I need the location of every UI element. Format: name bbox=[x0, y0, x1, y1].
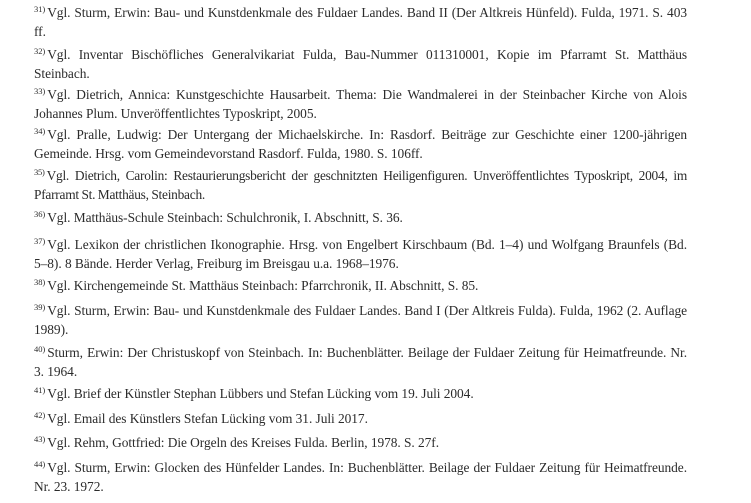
footnote-31 bbox=[34, 4, 687, 41]
footnote-number: 42) bbox=[34, 410, 46, 420]
footnote-number: 37) bbox=[34, 236, 46, 246]
footnote-41 bbox=[34, 385, 687, 404]
footnote-text: Vgl. Inventar Bischöfliches Generalvikariat Fulda, Bau-Nummer 011310001, Kopie im Pfarramt St. Matthäus Steinbach. bbox=[34, 47, 687, 81]
footnote-number: 38) bbox=[34, 277, 46, 287]
footnote-number: 34) bbox=[34, 126, 46, 136]
footnote-44 bbox=[34, 459, 687, 496]
footnote-text: Vgl. Sturm, Erwin: Bau- und Kunstdenkmale des Fuldaer Landes. Band I (Der Altkreis Fulda). Fulda, 1962 (2. Auflage 1989). bbox=[34, 303, 687, 337]
footnote-text: Vgl. Brief der Künstler Stephan Lübbers und Stefan Lücking vom 19. Juli 2004. bbox=[47, 386, 474, 401]
footnote-35 bbox=[34, 167, 687, 204]
footnote-37 bbox=[34, 236, 687, 273]
footnote-43 bbox=[34, 434, 687, 453]
footnote-34 bbox=[34, 126, 687, 163]
footnote-40 bbox=[34, 344, 687, 381]
footnote-32 bbox=[34, 46, 687, 83]
footnote-42 bbox=[34, 410, 687, 429]
footnote-text: Sturm, Erwin: Der Christuskopf von Steinbach. In: Buchenblätter. Beilage der Fuldaer Zeitung für Heimatfreunde. Nr. 3. 1964. bbox=[34, 345, 687, 379]
footnote-text: Vgl. Matthäus-Schule Steinbach: Schulchronik, I. Abschnitt, S. 36. bbox=[47, 210, 403, 225]
footnote-text: Vgl. Pralle, Ludwig: Der Untergang der Michaelskirche. In: Rasdorf. Beiträge zur Geschichte einer 1200-jährigen Gemeinde. Hrsg. vom Gemeindevorstand Rasdorf. Fulda, 1980. S. 106ff. bbox=[34, 127, 687, 161]
footnote-text: Vgl. Sturm, Erwin: Glocken des Hünfelder Landes. In: Buchenblätter. Beilage der Fuldaer Zeitung für Heimatfreunde. Nr. 23. 1972. bbox=[34, 460, 687, 494]
footnote-38 bbox=[34, 277, 687, 296]
footnote-text: Vgl. Sturm, Erwin: Bau- und Kunstdenkmale des Fuldaer Landes. Band II (Der Altkreis Hünfeld). Fulda, 1971. S. 403 ff. bbox=[34, 5, 687, 39]
footnote-number: 43) bbox=[34, 434, 46, 444]
footnote-number: 39) bbox=[34, 302, 46, 312]
footnote-text: Vgl. Dietrich, Annica: Kunstgeschichte Hausarbeit. Thema: Die Wandmalerei in der Steinbacher Kirche von Alois Johannes Plum. Unveröffentlichtes Typoskript, 2005. bbox=[34, 87, 687, 121]
footnote-number: 40) bbox=[34, 344, 46, 354]
footnote-number: 31) bbox=[34, 4, 46, 14]
footnote-number: 41) bbox=[34, 385, 46, 395]
footnote-number: 32) bbox=[34, 46, 46, 56]
footnote-text: Vgl. Dietrich, Carolin: Restaurierungsbericht der geschnitzten Heiligenfiguren. Unveröffentlichtes Typoskript, 2004, im Pfarramt St. Matthäus, Steinbach. bbox=[34, 168, 687, 202]
footnote-text: Vgl. Email des Künstlers Stefan Lücking vom 31. Juli 2017. bbox=[47, 411, 368, 426]
footnote-number: 35) bbox=[34, 167, 45, 177]
footnote-36 bbox=[34, 209, 687, 228]
footnote-text: Vgl. Rehm, Gottfried: Die Orgeln des Kreises Fulda. Berlin, 1978. S. 27f. bbox=[47, 435, 440, 450]
footnote-number: 44) bbox=[34, 459, 46, 469]
footnote-text: Vgl. Lexikon der christlichen Ikonographie. Hrsg. von Engelbert Kirschbaum (Bd. 1–4) und Wolfgang Braunfels (Bd. 5–8). 8 Bände. Herder Verlag, Freiburg im Breisgau u.a. 1968–1976. bbox=[34, 237, 687, 271]
footnote-33 bbox=[34, 86, 687, 123]
footnote-39 bbox=[34, 302, 687, 339]
footnote-number: 33) bbox=[34, 86, 46, 96]
footnote-text: Vgl. Kirchengemeinde St. Matthäus Steinbach: Pfarrchronik, II. Abschnitt, S. 85. bbox=[47, 278, 479, 293]
footnote-number: 36) bbox=[34, 209, 46, 219]
